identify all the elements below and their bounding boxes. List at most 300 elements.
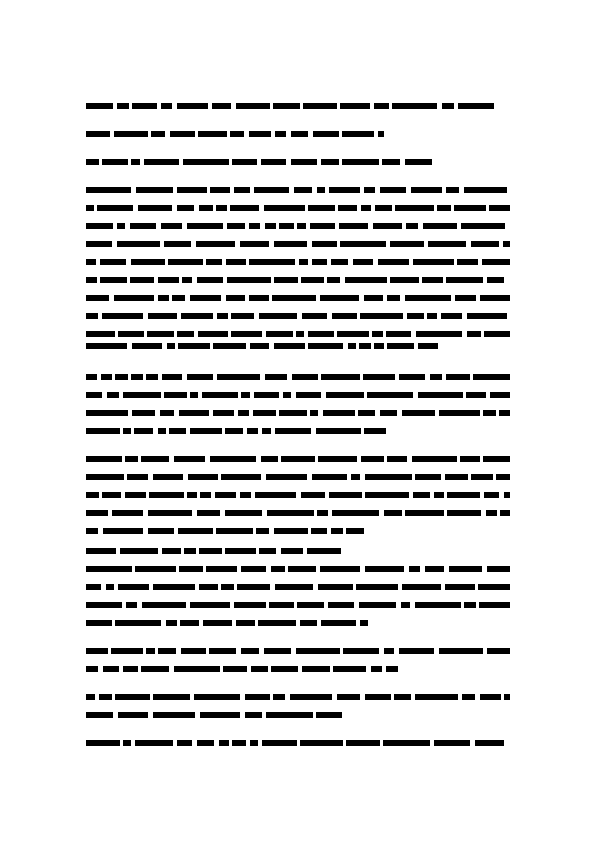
word-mark (197, 510, 220, 516)
text-line (86, 694, 510, 700)
word-mark (132, 343, 162, 349)
word-mark (418, 343, 438, 349)
word-mark (300, 620, 317, 626)
word-mark (264, 648, 291, 654)
word-mark (86, 584, 101, 590)
word-mark (310, 223, 335, 229)
word-mark (190, 295, 221, 301)
word-mark (275, 131, 286, 137)
word-mark (359, 343, 371, 349)
word-mark (384, 648, 394, 654)
word-mark (339, 223, 368, 229)
word-mark (380, 187, 406, 193)
word-mark (333, 666, 366, 672)
word-mark (86, 548, 116, 554)
word-mark (100, 259, 126, 265)
word-mark (86, 694, 95, 700)
word-mark (249, 131, 271, 137)
text-line (86, 648, 510, 654)
word-mark (101, 374, 112, 380)
word-mark (301, 277, 324, 283)
word-mark (199, 584, 218, 590)
word-mark (221, 584, 234, 590)
word-mark (454, 205, 486, 211)
word-mark (187, 223, 223, 229)
word-mark (480, 295, 510, 301)
word-mark (197, 740, 214, 746)
word-mark (318, 584, 353, 590)
word-mark (86, 392, 102, 398)
word-mark (399, 374, 425, 380)
word-mark (360, 620, 368, 626)
word-mark (407, 313, 424, 319)
word-mark (266, 331, 293, 337)
word-mark (274, 343, 305, 349)
word-mark (332, 510, 379, 516)
word-mark (178, 343, 210, 349)
word-mark (241, 648, 259, 654)
word-mark (274, 528, 308, 534)
word-mark (365, 474, 412, 480)
word-mark (178, 528, 213, 534)
word-mark (131, 159, 140, 165)
word-mark (86, 131, 110, 137)
text-line (86, 313, 510, 319)
word-mark (106, 584, 114, 590)
word-mark (378, 259, 409, 265)
word-mark (86, 566, 132, 572)
word-mark (378, 131, 384, 137)
word-mark (458, 103, 494, 109)
word-mark (308, 331, 334, 337)
word-mark (302, 313, 327, 319)
word-mark (308, 205, 335, 211)
text-line (86, 392, 510, 398)
word-mark (241, 392, 250, 398)
word-mark (387, 295, 400, 301)
word-mark (225, 428, 243, 434)
word-mark (199, 548, 222, 554)
word-mark (318, 456, 357, 462)
word-mark (487, 277, 504, 283)
word-mark (86, 492, 99, 498)
word-mark (395, 205, 434, 211)
word-mark (177, 740, 192, 746)
word-mark (148, 510, 192, 516)
word-mark (202, 392, 238, 398)
word-mark (225, 510, 262, 516)
word-mark (166, 620, 177, 626)
word-mark (130, 277, 154, 283)
word-mark (196, 241, 235, 247)
text-line (86, 187, 510, 193)
word-mark (117, 241, 160, 247)
word-mark (164, 241, 191, 247)
word-mark (86, 331, 115, 337)
word-mark (123, 666, 138, 672)
word-mark (190, 392, 198, 398)
word-mark (167, 343, 175, 349)
word-mark (358, 410, 375, 416)
word-mark (437, 205, 451, 211)
word-mark (374, 103, 389, 109)
word-mark (446, 374, 470, 380)
word-mark (226, 295, 245, 301)
word-mark (148, 313, 177, 319)
word-mark (473, 374, 510, 380)
word-mark (365, 492, 409, 498)
word-mark (321, 620, 356, 626)
text-line (86, 331, 510, 337)
text-line (86, 277, 510, 283)
word-mark (274, 241, 307, 247)
word-mark (291, 159, 317, 165)
word-mark (487, 566, 510, 572)
word-mark (310, 410, 318, 416)
word-mark (487, 648, 510, 654)
word-mark (230, 205, 259, 211)
word-mark (486, 510, 497, 516)
word-mark (329, 492, 362, 498)
word-mark (281, 548, 303, 554)
word-mark (321, 374, 360, 380)
word-mark (135, 740, 173, 746)
word-mark (86, 241, 112, 247)
word-mark (373, 223, 402, 229)
word-mark (383, 740, 430, 746)
word-mark (249, 295, 269, 301)
text-line (86, 374, 510, 380)
text-line (86, 295, 510, 301)
text-line (86, 131, 384, 137)
word-mark (151, 131, 165, 137)
word-mark (249, 259, 295, 265)
word-mark (446, 187, 459, 193)
word-mark (320, 566, 360, 572)
word-mark (245, 694, 270, 700)
word-mark (279, 410, 307, 416)
word-mark (343, 648, 379, 654)
word-mark (102, 492, 121, 498)
word-mark (297, 602, 324, 608)
word-mark (294, 187, 312, 193)
word-mark (164, 392, 187, 398)
word-mark (489, 205, 510, 211)
word-mark (253, 410, 276, 416)
word-mark (226, 259, 246, 265)
word-mark (375, 205, 392, 211)
word-mark (273, 694, 285, 700)
word-mark (141, 666, 169, 672)
word-mark (86, 528, 98, 534)
word-mark (97, 205, 133, 211)
word-mark (427, 313, 437, 319)
word-mark (256, 528, 269, 534)
word-mark (125, 492, 146, 498)
word-mark (269, 602, 294, 608)
word-mark (382, 159, 400, 165)
word-mark (446, 277, 483, 283)
text-line (86, 223, 510, 229)
word-mark (345, 277, 387, 283)
word-mark (153, 474, 183, 480)
word-mark (274, 277, 298, 283)
text-line (86, 712, 346, 718)
word-mark (411, 187, 442, 193)
word-mark (402, 584, 441, 590)
word-mark (387, 343, 414, 349)
word-mark (386, 666, 398, 672)
word-mark (174, 456, 205, 462)
word-mark (499, 410, 510, 416)
word-mark (86, 277, 97, 283)
word-mark (134, 428, 153, 434)
word-mark (114, 131, 148, 137)
word-mark (262, 740, 297, 746)
word-mark (86, 428, 120, 434)
word-mark (405, 159, 432, 165)
word-mark (86, 374, 97, 380)
word-mark (371, 666, 382, 672)
word-mark (115, 694, 150, 700)
word-mark (313, 131, 339, 137)
word-mark (430, 374, 442, 380)
word-mark (413, 259, 454, 265)
word-mark (86, 205, 94, 211)
word-mark (213, 343, 246, 349)
word-mark (479, 602, 510, 608)
word-mark (261, 159, 286, 165)
word-mark (86, 666, 98, 672)
word-mark (216, 528, 253, 534)
word-mark (177, 205, 194, 211)
word-mark (148, 528, 174, 534)
word-mark (217, 374, 260, 380)
word-mark (273, 103, 300, 109)
word-mark (117, 223, 125, 229)
word-mark (177, 187, 207, 193)
word-mark (504, 694, 510, 700)
text-line (86, 620, 368, 626)
word-mark (190, 428, 222, 434)
word-mark (372, 331, 383, 337)
word-mark (245, 712, 262, 718)
word-mark (118, 584, 149, 590)
word-mark (307, 548, 341, 554)
word-mark (331, 528, 343, 534)
word-mark (308, 343, 343, 349)
word-mark (265, 374, 287, 380)
word-mark (281, 456, 315, 462)
word-mark (210, 456, 256, 462)
word-mark (402, 410, 435, 416)
word-mark (462, 694, 475, 700)
word-mark (490, 392, 510, 398)
word-mark (86, 648, 108, 654)
word-mark (132, 103, 157, 109)
word-mark (415, 694, 458, 700)
word-mark (351, 474, 360, 480)
word-mark (460, 456, 480, 462)
word-mark (230, 131, 244, 137)
word-mark (348, 343, 356, 349)
word-mark (346, 740, 380, 746)
word-mark (180, 620, 199, 626)
word-mark (123, 392, 161, 398)
word-mark (217, 313, 228, 319)
word-mark (390, 241, 424, 247)
word-mark (346, 528, 364, 534)
text-line (86, 492, 510, 498)
word-mark (153, 694, 190, 700)
word-mark (264, 205, 305, 211)
word-mark (328, 602, 354, 608)
word-mark (364, 428, 386, 434)
word-mark (478, 584, 510, 590)
word-mark (353, 259, 373, 265)
word-mark (425, 566, 444, 572)
word-mark (296, 648, 340, 654)
word-mark (312, 241, 337, 247)
word-mark (434, 492, 444, 498)
word-mark (441, 313, 462, 319)
word-mark (187, 492, 197, 498)
word-mark (409, 566, 420, 572)
word-mark (326, 392, 364, 398)
word-mark (234, 602, 266, 608)
word-mark (337, 694, 360, 700)
word-mark (374, 343, 384, 349)
word-mark (199, 205, 213, 211)
word-mark (312, 474, 347, 480)
word-mark (200, 712, 240, 718)
word-mark (359, 602, 396, 608)
word-mark (283, 392, 291, 398)
word-mark (320, 295, 359, 301)
word-mark (223, 666, 247, 672)
word-mark (240, 241, 269, 247)
word-mark (439, 648, 483, 654)
word-mark (255, 492, 296, 498)
text-line (86, 474, 510, 480)
word-mark (323, 410, 355, 416)
word-mark (266, 474, 307, 480)
word-mark (213, 410, 234, 416)
word-mark (114, 295, 154, 301)
word-mark (234, 187, 250, 193)
word-mark (340, 241, 386, 247)
text-line (86, 456, 510, 462)
word-mark (291, 131, 308, 137)
word-mark (483, 456, 510, 462)
word-mark (442, 103, 454, 109)
word-mark (279, 223, 294, 229)
word-mark (394, 694, 411, 700)
word-mark (236, 620, 255, 626)
word-mark (405, 510, 444, 516)
word-mark (265, 223, 276, 229)
word-mark (86, 223, 113, 229)
word-mark (227, 277, 271, 283)
word-mark (102, 313, 143, 319)
word-mark (329, 187, 360, 193)
word-mark (210, 187, 230, 193)
word-mark (172, 295, 185, 301)
word-mark (136, 187, 173, 193)
word-mark (447, 492, 480, 498)
word-mark (416, 331, 462, 337)
word-mark (445, 584, 475, 590)
word-mark (254, 187, 289, 193)
word-mark (153, 712, 195, 718)
word-mark (182, 277, 192, 283)
word-mark (364, 187, 375, 193)
word-mark (115, 374, 128, 380)
word-mark (237, 584, 270, 590)
text-line (86, 602, 510, 608)
word-mark (219, 740, 229, 746)
word-mark (332, 313, 357, 319)
word-mark (467, 313, 507, 319)
word-mark (364, 295, 383, 301)
word-mark (365, 694, 391, 700)
word-mark (299, 259, 308, 265)
word-mark (386, 331, 411, 337)
word-mark (153, 584, 195, 590)
word-mark (445, 474, 468, 480)
word-mark (86, 510, 108, 516)
word-mark (301, 492, 325, 498)
word-mark (86, 343, 127, 349)
word-mark (503, 241, 510, 247)
word-mark (170, 131, 195, 137)
word-mark (331, 259, 348, 265)
word-mark (387, 456, 407, 462)
word-mark (146, 648, 155, 654)
word-mark (338, 205, 357, 211)
word-mark (206, 566, 237, 572)
word-mark (254, 392, 279, 398)
word-mark (149, 492, 184, 498)
word-mark (125, 456, 138, 462)
word-mark (117, 103, 129, 109)
word-mark (158, 428, 166, 434)
word-mark (198, 131, 227, 137)
word-mark (312, 259, 327, 265)
word-mark (181, 313, 213, 319)
word-mark (406, 223, 418, 229)
text-line (86, 259, 510, 265)
word-mark (174, 666, 220, 672)
word-mark (455, 295, 476, 301)
word-mark (415, 474, 441, 480)
word-mark (466, 392, 486, 398)
text-line (86, 584, 510, 590)
text-line (86, 548, 348, 554)
word-mark (461, 223, 505, 229)
word-mark (112, 510, 143, 516)
word-mark (356, 584, 398, 590)
word-mark (99, 694, 112, 700)
text-line (86, 205, 510, 211)
word-mark (316, 712, 342, 718)
word-mark (412, 456, 457, 462)
word-mark (439, 410, 480, 416)
text-line (86, 241, 510, 247)
text-line (86, 666, 398, 672)
word-mark (380, 410, 397, 416)
word-mark (203, 620, 232, 626)
